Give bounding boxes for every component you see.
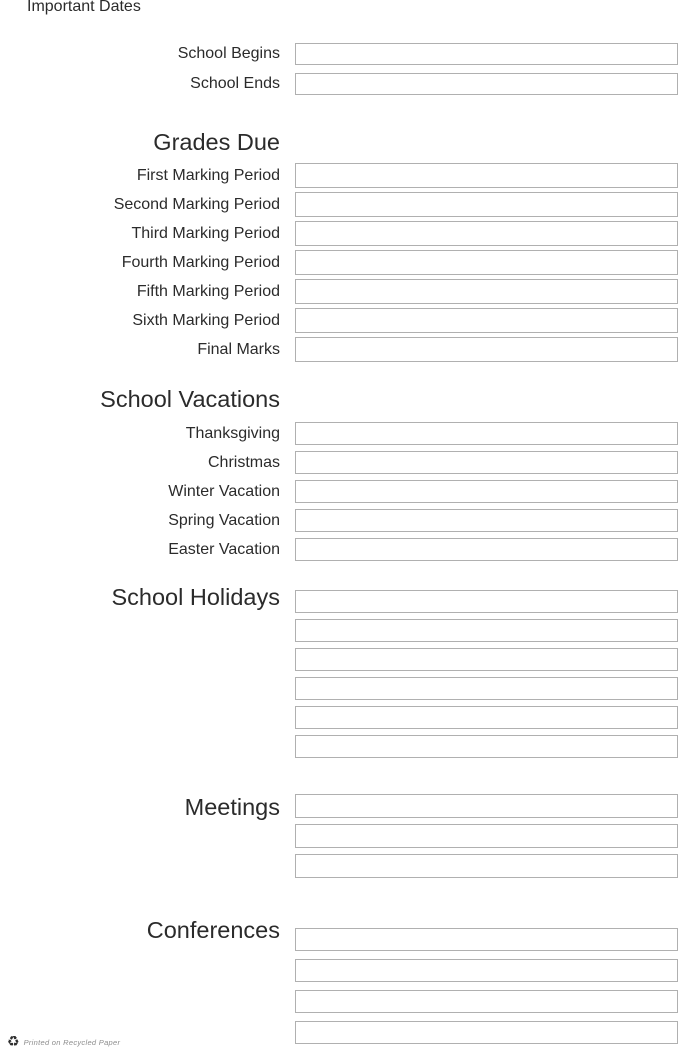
field-row-easter-vacation [0,538,678,561]
field-row-third-marking-period [0,221,678,246]
field-row-first-marking-period [0,163,678,188]
meeting-input-1[interactable] [295,794,678,818]
field-row-conference-3 [0,990,678,1013]
third-marking-period-label: Third Marking Period [131,224,280,242]
conference-input-1[interactable] [295,928,678,951]
second-marking-period-input[interactable] [295,192,678,217]
field-row-christmas [0,451,678,474]
footer-note: Printed on Recycled Paper [23,1037,121,1047]
field-row-conference-2 [0,959,678,982]
school-holiday-input-3[interactable] [295,648,678,671]
spring-vacation-input[interactable] [295,509,678,532]
easter-vacation-label: Easter Vacation [168,540,280,558]
sixth-marking-period-input[interactable] [295,308,678,333]
conference-input-4[interactable] [295,1021,678,1044]
meeting-input-2[interactable] [295,824,678,848]
second-marking-period-label: Second Marking Period [113,195,280,213]
page-title: Important Dates [27,0,141,15]
field-row-second-marking-period [0,192,678,217]
winter-vacation-label: Winter Vacation [168,482,280,500]
final-marks-input[interactable] [295,337,678,362]
field-row-holiday-2 [0,619,678,642]
recycle-icon: ♻ [7,1034,20,1050]
field-row-meeting-1 [0,794,678,818]
section-heading-school-holidays: School Holidays [111,584,280,610]
meeting-input-3[interactable] [295,854,678,878]
thanksgiving-input[interactable] [295,422,678,445]
spring-vacation-label: Spring Vacation [168,511,280,529]
school-holiday-input-1[interactable] [295,590,678,613]
section-heading-conferences: Conferences [146,917,280,943]
fourth-marking-period-label: Fourth Marking Period [121,253,280,271]
final-marks-label: Final Marks [197,340,280,358]
field-row-spring-vacation [0,509,678,532]
field-row-school-ends [0,73,678,95]
field-row-winter-vacation [0,480,678,503]
fifth-marking-period-input[interactable] [295,279,678,304]
school-holiday-input-2[interactable] [295,619,678,642]
section-heading-meetings: Meetings [184,794,280,820]
field-row-final-marks [0,337,678,362]
footer [7,1035,120,1049]
field-row-meeting-2 [0,824,678,848]
fifth-marking-period-label: Fifth Marking Period [136,282,280,300]
field-row-holiday-6 [0,735,678,758]
section-heading-school-vacations: School Vacations [100,386,280,412]
third-marking-period-input[interactable] [295,221,678,246]
easter-vacation-input[interactable] [295,538,678,561]
first-marking-period-label: First Marking Period [136,166,280,184]
field-row-fifth-marking-period [0,279,678,304]
school-ends-label: School Ends [190,75,280,92]
conference-input-2[interactable] [295,959,678,982]
school-holiday-input-4[interactable] [295,677,678,700]
field-row-fourth-marking-period [0,250,678,275]
school-begins-label: School Begins [177,45,280,62]
field-row-school-begins [0,43,678,65]
sixth-marking-period-label: Sixth Marking Period [132,311,280,329]
thanksgiving-label: Thanksgiving [185,424,280,442]
field-row-holiday-4 [0,677,678,700]
winter-vacation-input[interactable] [295,480,678,503]
school-holiday-input-5[interactable] [295,706,678,729]
first-marking-period-input[interactable] [295,163,678,188]
field-row-meeting-3 [0,854,678,878]
christmas-input[interactable] [295,451,678,474]
field-row-holiday-3 [0,648,678,671]
school-holiday-input-6[interactable] [295,735,678,758]
conference-input-3[interactable] [295,990,678,1013]
christmas-label: Christmas [207,453,280,471]
fourth-marking-period-input[interactable] [295,250,678,275]
field-row-thanksgiving [0,422,678,445]
section-heading-grades-due: Grades Due [153,129,280,155]
field-row-conference-1 [0,928,678,951]
school-ends-input[interactable] [295,73,678,95]
field-row-sixth-marking-period [0,308,678,333]
field-row-holiday-1 [0,590,678,613]
field-row-holiday-5 [0,706,678,729]
school-begins-input[interactable] [295,43,678,65]
